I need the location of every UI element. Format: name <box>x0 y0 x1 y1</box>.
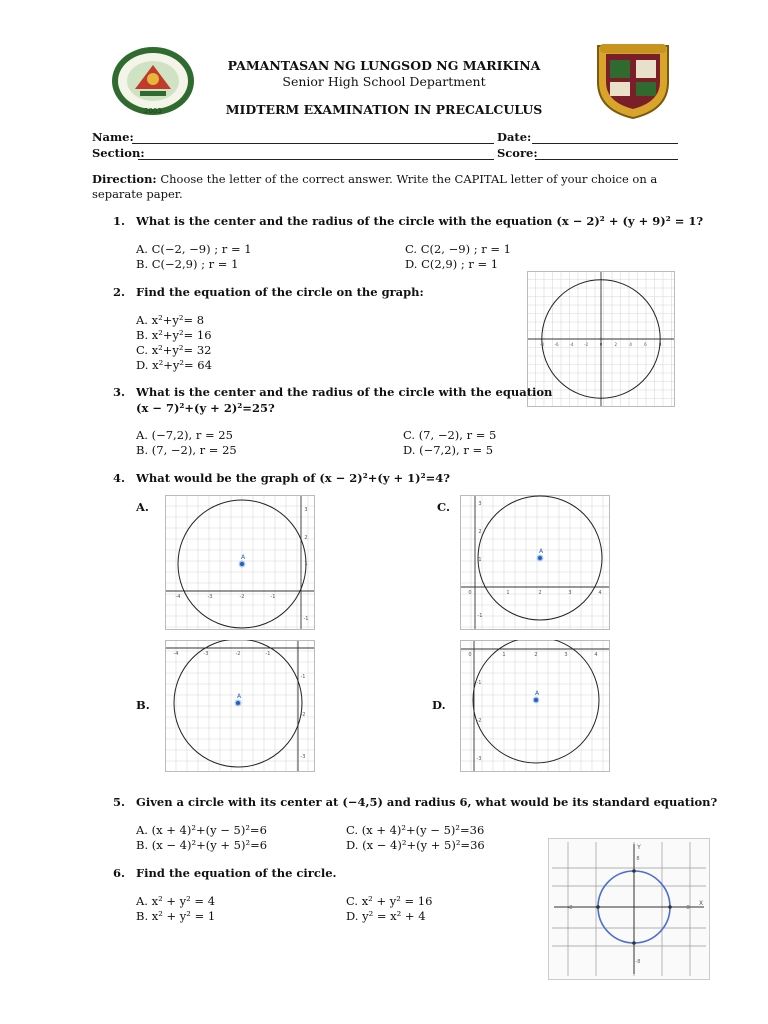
q4-option-c-label[interactable]: C. <box>437 500 450 514</box>
center-point <box>534 698 538 702</box>
x-tick-label: 8 <box>658 342 662 347</box>
y-tick-label: 1 <box>304 561 308 567</box>
q2-option-b[interactable]: B. x²+y²= 16 <box>136 328 212 342</box>
tick-label: 8 <box>636 856 640 862</box>
q6-option-c[interactable]: C. x² + y² = 16 <box>346 894 433 908</box>
q3-option-b[interactable]: B. (7, −2), r = 25 <box>136 443 237 457</box>
x-tick-label: -3 <box>203 651 209 657</box>
department-name: Senior High School Department <box>282 74 486 89</box>
center-point-label: A <box>538 548 544 555</box>
name-label: Name: <box>92 130 134 144</box>
q4-option-d-label[interactable]: D. <box>432 698 446 712</box>
y-tick-label: -3 <box>476 756 482 762</box>
x-tick-label: -3 <box>207 594 213 600</box>
q1-text: What is the center and the radius of the circle with the equation (x − 2)² + (y + 9)² = 1? <box>136 214 704 228</box>
graph-frame <box>549 839 710 980</box>
center-point-label: A <box>240 554 246 561</box>
center-point <box>538 556 542 560</box>
q4-option-b-graph[interactable] <box>165 640 315 772</box>
q6-text: Find the equation of the circle. <box>136 866 337 880</box>
q4-text: What would be the graph of (x − 2)²+(y + 1)²=4? <box>136 471 450 485</box>
q4-option-a-label[interactable]: A. <box>136 500 149 514</box>
y-tick-label: -1 <box>300 674 306 680</box>
y-tick-label: 3 <box>478 501 482 507</box>
direction-label: Direction: <box>92 172 157 186</box>
y-axis-label: Y <box>637 844 641 851</box>
q1-number: 1. <box>113 214 126 228</box>
score-label: Score: <box>497 146 538 160</box>
q4-number: 4. <box>113 471 126 485</box>
y-tick-label: 2 <box>304 535 308 541</box>
date-field[interactable] <box>532 143 678 144</box>
x-tick-label: 3 <box>568 590 572 596</box>
q6-circle-graph <box>548 838 710 980</box>
q2-option-d[interactable]: D. x²+y²= 64 <box>136 358 212 372</box>
y-tick-label: -2 <box>476 718 482 724</box>
tick-label: -8 <box>635 959 641 965</box>
x-tick-label: 2 <box>538 590 542 596</box>
x-tick-label: -4 <box>569 342 574 347</box>
intercept-point <box>668 905 672 909</box>
y-tick-label: -1 <box>476 680 482 686</box>
q4-option-a-graph[interactable] <box>165 495 315 630</box>
q4-option-d-graph[interactable] <box>460 640 610 772</box>
direction-line1 <box>92 172 657 186</box>
tick-label: -8 <box>567 905 573 911</box>
intercept-point <box>632 941 636 945</box>
q1-option-d[interactable]: D. C(2,9) ; r = 1 <box>405 257 499 271</box>
x-tick-label: -2 <box>235 651 241 657</box>
center-point <box>236 701 240 705</box>
intercept-point <box>632 869 636 873</box>
x-tick-label: 2 <box>534 652 538 658</box>
q3-option-c[interactable]: C. (7, −2), r = 5 <box>403 428 497 442</box>
y-tick-label: -3 <box>300 754 306 760</box>
name-field[interactable] <box>132 143 494 144</box>
q5-option-b[interactable]: B. (x − 4)²+(y + 5)²=6 <box>136 838 268 852</box>
q2-number: 2. <box>113 285 126 299</box>
x-tick-label: -2 <box>584 342 589 347</box>
x-tick-label: 6 <box>644 342 647 347</box>
q1-option-c[interactable]: C. C(2, −9) ; r = 1 <box>405 242 511 256</box>
date-label: Date: <box>497 130 532 144</box>
q3-option-a[interactable]: A. (−7,2), r = 25 <box>136 428 233 442</box>
score-field[interactable] <box>535 159 678 160</box>
q3-number: 3. <box>113 385 126 399</box>
y-tick-label: -1 <box>477 613 483 619</box>
q5-option-d[interactable]: D. (x − 4)²+(y + 5)²=36 <box>346 838 485 852</box>
x-tick-label: 4 <box>598 590 602 596</box>
x-tick-label: 1 <box>502 652 506 658</box>
x-tick-label: -1 <box>265 651 271 657</box>
x-tick-label: -1 <box>270 594 276 600</box>
x-tick-label: -4 <box>173 651 179 657</box>
center-point-label: A <box>236 693 242 700</box>
q5-option-c[interactable]: C. (x + 4)²+(y − 5)²=36 <box>346 823 485 837</box>
x-tick-label: 0 <box>468 652 472 658</box>
y-tick-label: 2 <box>478 529 482 535</box>
seal-year: 2003 <box>144 107 162 115</box>
x-tick-label: -4 <box>175 594 181 600</box>
direction-text: Choose the letter of the correct answer. Write the CAPITAL letter of your choice on a <box>156 172 658 186</box>
q4-option-b-label[interactable]: B. <box>136 698 150 712</box>
q5-number: 5. <box>113 795 126 809</box>
intercept-point <box>596 905 600 909</box>
q6-option-a[interactable]: A. x² + y² = 4 <box>136 894 216 908</box>
graph-frame <box>461 496 610 630</box>
x-tick-label: 1 <box>506 590 510 596</box>
q2-option-c[interactable]: C. x²+y²= 32 <box>136 343 212 357</box>
origin-point <box>600 338 603 341</box>
direction-line2: separate paper. <box>92 187 183 201</box>
x-tick-label: 0 <box>599 342 603 347</box>
q5-text: Given a circle with its center at (−4,5) and radius 6, what would be its standard equation? <box>136 795 718 809</box>
center-point-label: A <box>534 690 540 697</box>
school-name: PAMANTASAN NG LUNGSOD NG MARIKINA <box>227 58 541 73</box>
q1-option-b[interactable]: B. C(−2,9) ; r = 1 <box>136 257 239 271</box>
x-tick-label: -2 <box>239 594 245 600</box>
q4-option-c-graph[interactable] <box>460 495 610 630</box>
q2-text: Find the equation of the circle on the graph: <box>136 285 424 299</box>
tick-label: 8 <box>686 905 690 911</box>
x-tick-label: 4 <box>594 652 598 658</box>
x-axis-label: X <box>698 900 704 907</box>
x-tick-label: 3 <box>564 652 568 658</box>
y-tick-label: 1 <box>478 557 482 563</box>
q6-option-d[interactable]: D. y² = x² + 4 <box>346 909 426 923</box>
q6-option-b[interactable]: B. x² + y² = 1 <box>136 909 216 923</box>
q5-option-a[interactable]: A. (x + 4)²+(y − 5)²=6 <box>136 823 267 837</box>
q3-text-line1: What is the center and the radius of the circle with the equation <box>136 385 553 399</box>
q3-text-line2: (x − 7)²+(y + 2)²=25? <box>136 401 275 415</box>
x-tick-label: 4 <box>629 342 632 347</box>
section-label: Section: <box>92 146 145 160</box>
q3-option-d[interactable]: D. (−7,2), r = 5 <box>403 443 494 457</box>
y-tick-label: -1 <box>303 616 309 622</box>
center-point <box>240 562 244 566</box>
x-tick-label: 2 <box>614 342 618 347</box>
exam-title: MIDTERM EXAMINATION IN PRECALCULUS <box>225 102 543 117</box>
q2-option-a[interactable]: A. x²+y²= 8 <box>136 313 205 327</box>
x-tick-label: -8 <box>539 342 544 347</box>
x-tick-label: -6 <box>554 342 559 347</box>
x-tick-label: 0 <box>468 590 472 596</box>
section-field[interactable] <box>138 159 494 160</box>
q1-option-a[interactable]: A. C(−2, −9) ; r = 1 <box>136 242 252 256</box>
y-tick-label: 3 <box>304 507 308 513</box>
q6-number: 6. <box>113 866 126 880</box>
y-tick-label: -2 <box>300 712 306 718</box>
